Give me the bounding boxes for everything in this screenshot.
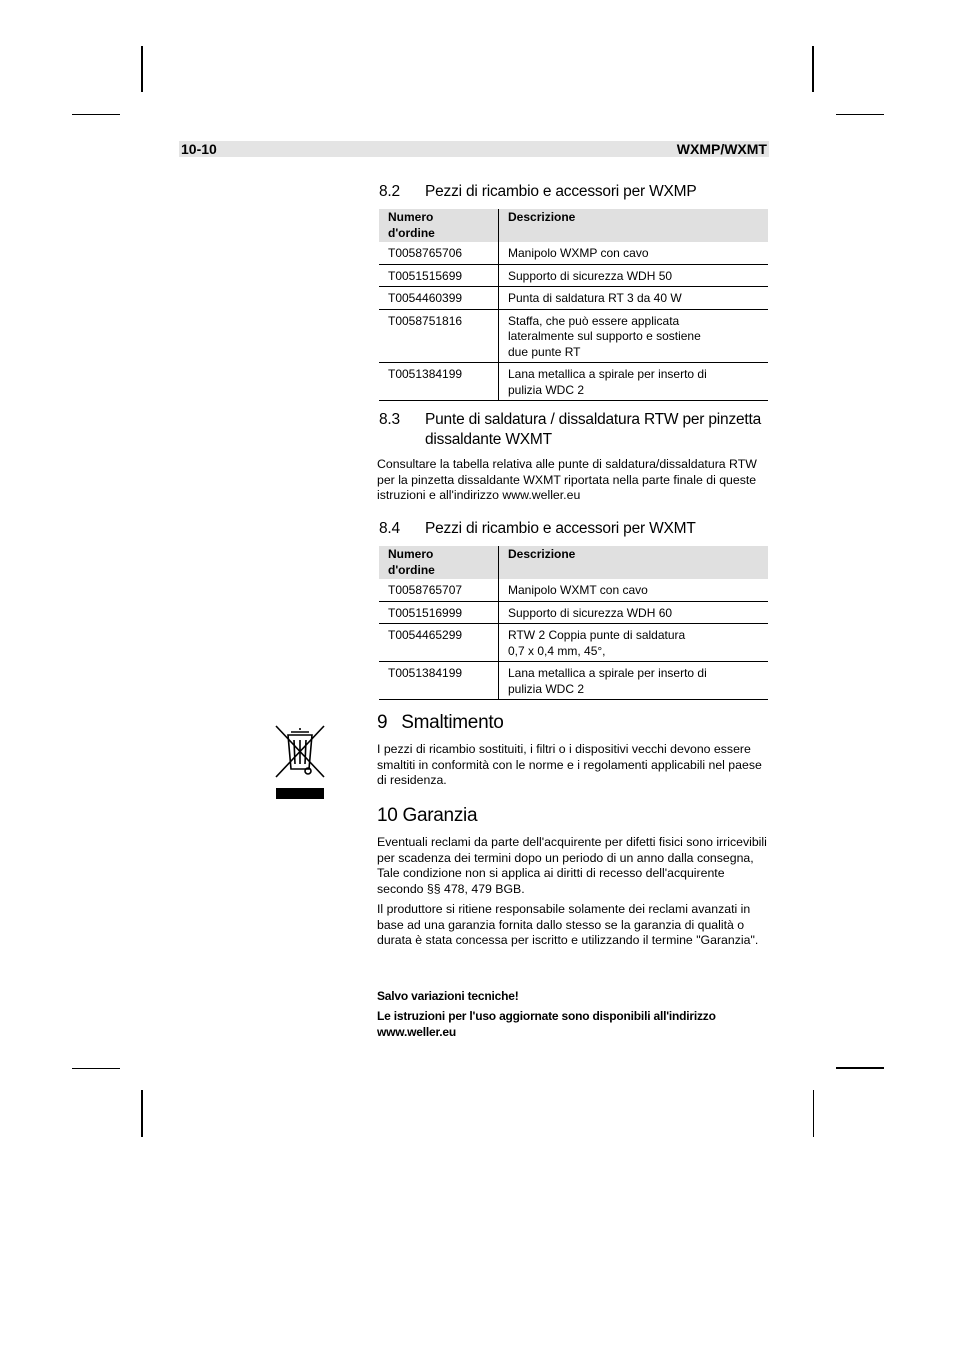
- table-row: [379, 624, 768, 662]
- description-cell: Staffa, che può essere applicata lateralmente sul supporto e sostiene due punte RT: [499, 309, 769, 363]
- crop-mark: [141, 46, 143, 92]
- crop-mark: [836, 114, 884, 115]
- instructions-note: Le istruzioni per l'uso aggiornate sono disponibili all'indirizzo www.weller.eu: [377, 1009, 716, 1039]
- order-number-cell: T0051384199: [379, 363, 499, 401]
- table-row: [379, 242, 768, 264]
- table-row: [379, 363, 768, 401]
- description-cell: RTW 2 Coppia punte di saldatura 0,7 x 0,4 mm, 45°,: [499, 624, 769, 662]
- table-header-row: [379, 209, 768, 242]
- order-number-cell: T0051384199: [379, 662, 499, 700]
- order-number-cell: T0054460399: [379, 287, 499, 310]
- column-header-description: Descrizione: [499, 546, 769, 579]
- order-number-cell: T0051516999: [379, 601, 499, 624]
- crossed-out-wheelie-bin-icon: [272, 722, 330, 802]
- table-row: [379, 309, 768, 363]
- description-cell: Supporto di sicurezza WDH 60: [499, 601, 769, 624]
- order-number-cell: T0058765707: [379, 579, 499, 601]
- crop-mark: [141, 1090, 143, 1137]
- description-cell: Lana metallica a spirale per inserto di pulizia WDC 2: [499, 662, 769, 700]
- disposal-text: I pezzi di ricambio sostituiti, i filtri o i dispositivi vecchi devono essere smaltiti in conformità con le norme e i regolamenti applicabili nel paese di residenza.: [377, 742, 762, 787]
- crop-mark: [72, 1068, 120, 1069]
- column-header-description: Descrizione: [499, 209, 769, 242]
- description-cell: Punta di saldatura RT 3 da 40 W: [499, 287, 769, 310]
- crop-mark: [836, 1067, 884, 1069]
- section-8-3-text: Consultare la tabella relativa alle punte di saldatura/dissaldatura RTW per la pinzetta dissaldante WXMT riportata nella parte finale di queste istruzioni e all'indirizzo www.weller.eu: [377, 457, 757, 502]
- order-number-cell: T0058751816: [379, 309, 499, 363]
- column-header-order-number: Numero d'ordine: [379, 209, 499, 242]
- description-cell: Manipolo WXMP con cavo: [499, 242, 769, 264]
- table-row: [379, 601, 768, 624]
- crop-mark: [72, 114, 120, 115]
- page-header: [179, 141, 769, 157]
- description-cell: Lana metallica a spirale per inserto di pulizia WDC 2: [499, 363, 769, 401]
- warranty-paragraph-1: Eventuali reclami da parte dell'acquirente per difetti fisici sono irricevibili per scadenza dei termini dopo un periodo di un anno dalla consegna, Tale condizione non si applica ai diritti di recesso dell'acquirente secondo §§ 478, 479 BGB.: [377, 835, 767, 896]
- technical-changes-note: Salvo variazioni tecniche!: [377, 989, 519, 1003]
- column-header-order-number: Numero d'ordine: [379, 546, 499, 579]
- order-number-cell: T0058765706: [379, 242, 499, 264]
- table-header-row: [379, 546, 768, 579]
- section-heading-9: 9 Smaltimento: [377, 712, 504, 733]
- section-heading-10: 10 Garanzia: [377, 805, 478, 826]
- order-number-cell: T0051515699: [379, 264, 499, 287]
- description-cell: Manipolo WXMT con cavo: [499, 579, 769, 601]
- order-number-cell: T0054465299: [379, 624, 499, 662]
- table-row: [379, 579, 768, 601]
- page-number: 10-10: [181, 141, 217, 157]
- crop-mark: [812, 46, 814, 92]
- crop-mark: [813, 1090, 814, 1137]
- parts-table-wxmt: [379, 546, 768, 700]
- warranty-paragraph-2: Il produttore si ritiene responsabile solamente dei reclami avanzati in base ad una garanzia fornita dallo stesso se la garanzia di qualità o durata è stata concessa per iscritto e utilizzando il termine "Garanzia".: [377, 902, 759, 947]
- table-row: [379, 264, 768, 287]
- model-name: WXMP/WXMT: [676, 141, 767, 157]
- table-row: [379, 662, 768, 700]
- table-row: [379, 287, 768, 310]
- description-cell: Supporto di sicurezza WDH 50: [499, 264, 769, 287]
- parts-table-wxmp: [379, 209, 768, 401]
